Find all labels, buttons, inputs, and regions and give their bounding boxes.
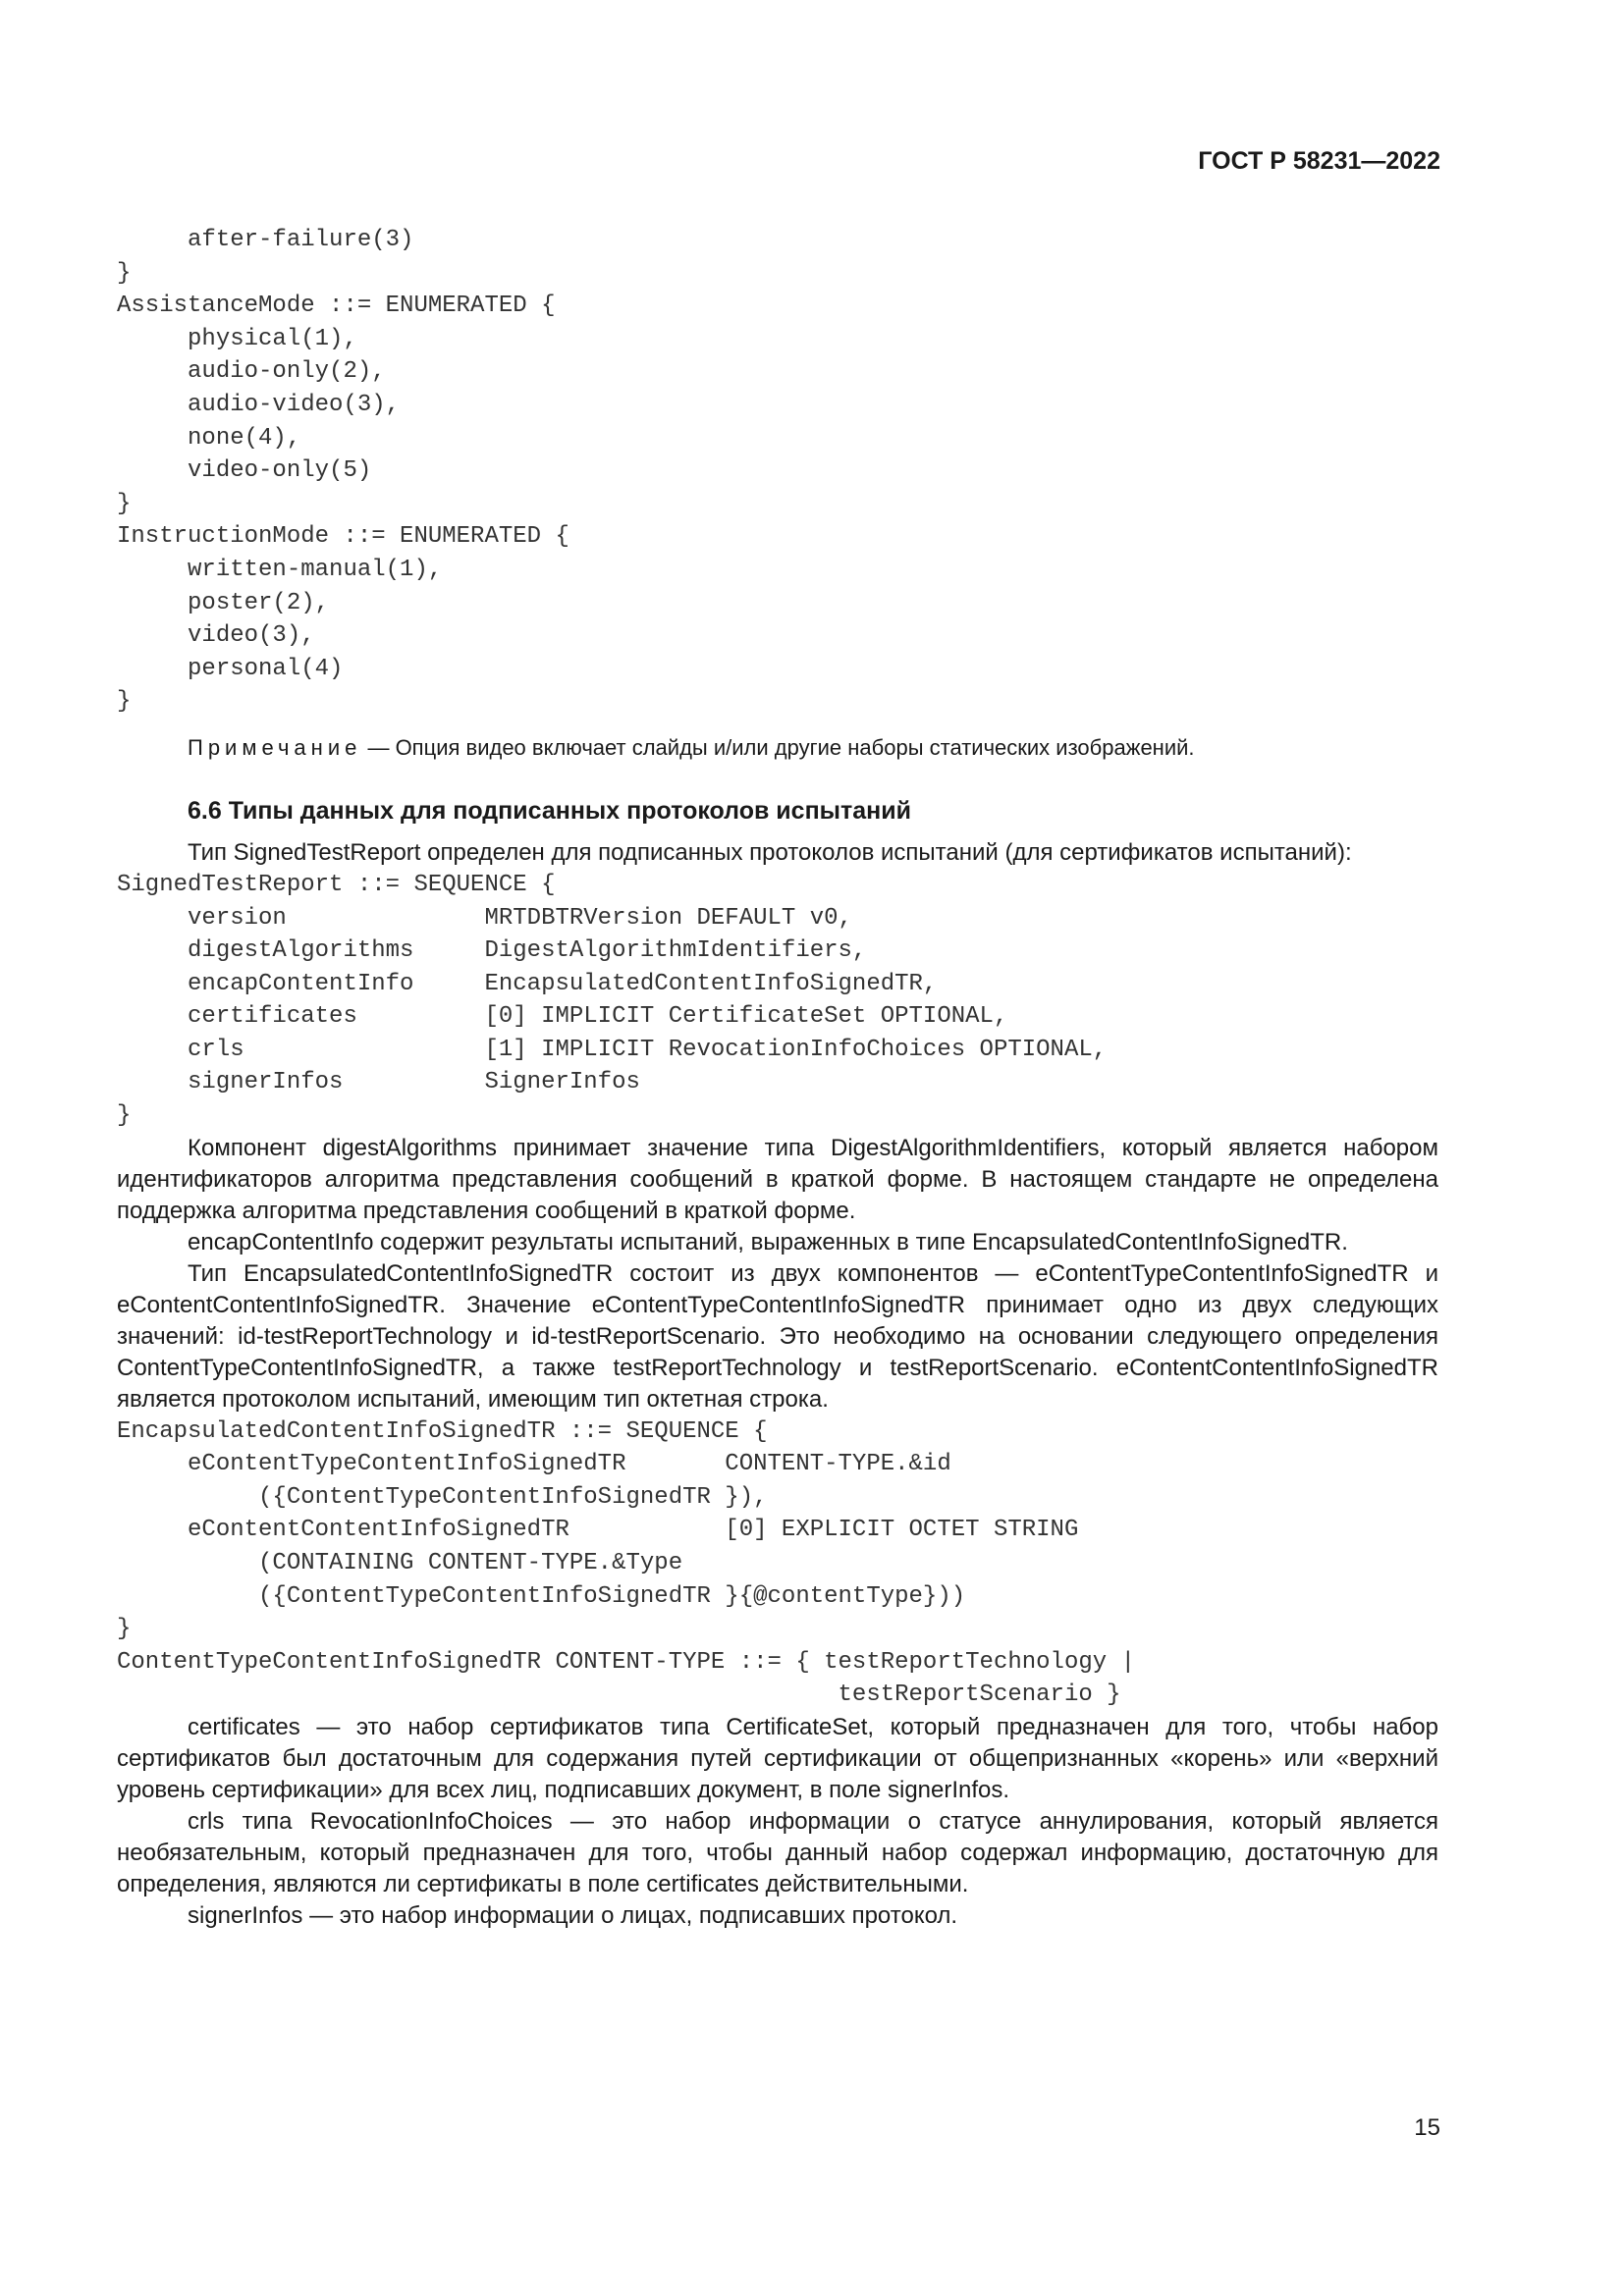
paragraph-encapsulated-type: Тип EncapsulatedContentInfoSignedTR состоит из двух компонентов — eContentTypeContentInfoSignedTR и eContentContentInfoSignedTR. Значение eContentTypeContentInfoSignedTR принимает одно из двух следующих значений: id-testReportTechnology и id-testReportScenario. Это необходимо на основании следующего определения ContentTypeContentInfoSignedTR, а также testReportTechnology и testReportScenario. eContentContentInfoSignedTR является протоколом испытаний, имеющим тип октетная строка. bbox=[117, 1259, 1438, 1413]
code-block-signed-test-report: SignedTestReport ::= SEQUENCE { version MRTDBTRVersion DEFAULT v0, digestAlgorithms DigestAlgorithmIdentifiers, encapContentInfo EncapsulatedContentInfoSignedTR, certificates [0] IMPLICIT CertificateSet OPTIONAL, crls [1] IMPLICIT RevocationInfoChoices OPTIONAL, signerInfos SignerInfos } bbox=[117, 871, 1108, 1130]
document-header: ГОСТ Р 58231—2022 bbox=[1198, 147, 1440, 175]
note-text: — Опция видео включает слайды и/или другие наборы статических изображений. bbox=[361, 734, 1195, 760]
note bbox=[117, 732, 1438, 764]
paragraph-signer-infos: signerInfos — это набор информации о лицах, подписавших протокол. bbox=[188, 1902, 958, 1929]
page-content bbox=[117, 224, 1438, 1932]
code-block-encapsulated-content: EncapsulatedContentInfoSignedTR ::= SEQUENCE { eContentTypeContentInfoSignedTR CONTENT-TYPE.&id ({ContentTypeContentInfoSignedTR }), eContentContentInfoSignedTR [0] EXPLICIT OCTET STRING (CONTAINING CONTENT-TYPE.&Type ({ContentTypeContentInfoSignedTR }{@contentType})) } ContentTypeContentInfoSignedTR CONTENT-TYPE ::= { testReportTechnology | testReportScenario } bbox=[117, 1417, 1135, 1709]
note-label: Примечание bbox=[188, 734, 362, 760]
code-block-enumerations: after-failure(3) } AssistanceMode ::= ENUMERATED { physical(1), audio-only(2), audio-video(3), none(4), video-only(5) } InstructionMode ::= ENUMERATED { written-manual(1), poster(2), video(3), personal(4) } bbox=[117, 227, 569, 716]
paragraph-signed-test-report: Тип SignedTestReport определен для подписанных протоколов испытаний (для сертификатов испытаний): bbox=[188, 838, 1352, 866]
page-number: 15 bbox=[1414, 2114, 1440, 2141]
paragraph-digest-algorithms: Компонент digestAlgorithms принимает значение типа DigestAlgorithmIdentifiers, который является набором идентификаторов алгоритма представления сообщений в краткой форме. В настоящем стандарте не определена поддержка алгоритма представления сообщений в краткой форме. bbox=[117, 1134, 1438, 1224]
paragraph-certificates: certificates — это набор сертификатов типа CertificateSet, который предназначен для того, чтобы набор сертификатов был достаточным для содержания путей сертификации от общепризнанных «корень» или «верхний уровень сертификации» для всех лиц, подписавших документ, в поле signerInfos. bbox=[117, 1714, 1438, 1803]
section-heading: 6.6 Типы данных для подписанных протоколов испытаний bbox=[188, 796, 912, 825]
paragraph-encap-content-info: encapContentInfo содержит результаты испытаний, выраженных в типе EncapsulatedContentInfoSignedTR. bbox=[188, 1228, 1348, 1255]
paragraph-crls: crls типа RevocationInfoChoices — это набор информации о статусе аннулирования, который является необязательным, который предназначен для того, чтобы данный набор содержал информацию, достаточную для определения, являются ли сертификаты в поле certificates действительными. bbox=[117, 1808, 1438, 1897]
